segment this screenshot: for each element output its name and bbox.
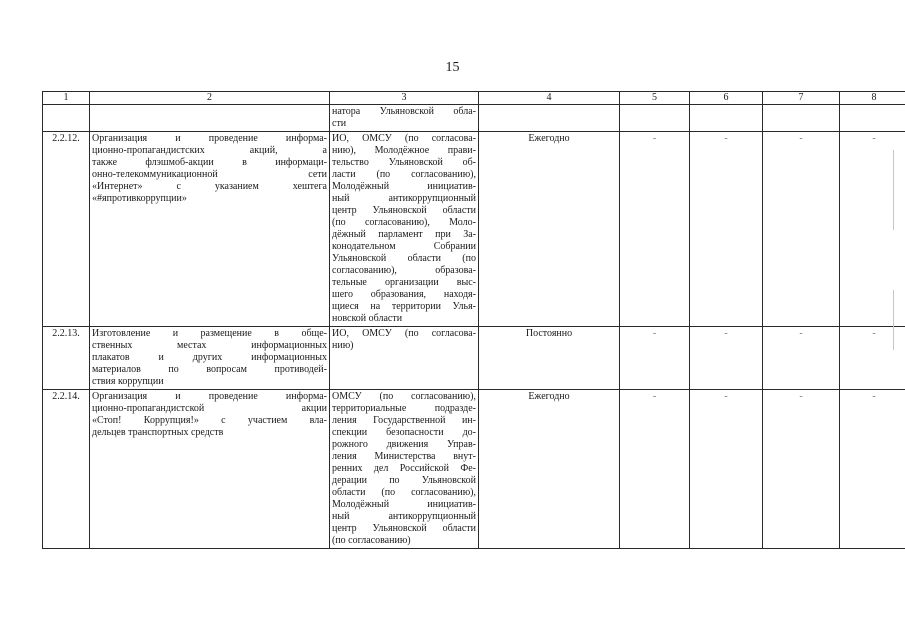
text-line: новской области bbox=[332, 313, 403, 324]
text-line: Ульяновской области (по bbox=[332, 253, 476, 264]
funding-cell: - bbox=[763, 132, 840, 327]
text-line: ления Государственной ин- bbox=[332, 415, 476, 426]
text-line: «Стоп! Коррупция!» с участием вла- bbox=[92, 415, 327, 426]
event-cell bbox=[90, 327, 330, 390]
column-header: 3 bbox=[330, 92, 479, 105]
text-line: ласти (по согласованию), bbox=[332, 169, 476, 180]
text-line: нию), Молодёжное прави- bbox=[332, 145, 476, 156]
funding-cell: - bbox=[620, 327, 690, 390]
event-cell bbox=[90, 132, 330, 327]
text-line: ционно-пропагандистских акций, а bbox=[92, 145, 327, 156]
table-row bbox=[43, 390, 905, 549]
text-line: дерации по Ульяновской bbox=[332, 475, 476, 486]
column-header: 1 bbox=[43, 92, 90, 105]
text-line: Организация и проведение информа- bbox=[92, 133, 327, 144]
scan-margin-mark bbox=[893, 290, 894, 350]
text-line: согласованию), образова- bbox=[332, 265, 476, 276]
text-line: плакатов и других информационных bbox=[92, 352, 327, 363]
cell bbox=[763, 105, 840, 132]
term-cell: Ежегодно bbox=[479, 132, 620, 327]
table-row bbox=[43, 327, 905, 390]
text-line: рожного движения Управ- bbox=[332, 439, 476, 450]
text-line: Изготовление и размещение в обще- bbox=[92, 328, 327, 339]
executors-cell bbox=[330, 390, 479, 549]
term-cell: Постоянно bbox=[479, 327, 620, 390]
item-number: 2.2.13. bbox=[43, 327, 90, 390]
funding-cell: - bbox=[620, 132, 690, 327]
column-header: 5 bbox=[620, 92, 690, 105]
text-line: «Интернет» с указанием хештега bbox=[92, 181, 327, 192]
text-line: ИО, ОМСУ (по согласова- bbox=[332, 133, 476, 144]
column-header: 8 bbox=[840, 92, 905, 105]
text-line: ный антикоррупционный bbox=[332, 193, 476, 204]
text-line: тельные организации выс- bbox=[332, 277, 476, 288]
table-row bbox=[43, 132, 905, 327]
cell bbox=[840, 105, 905, 132]
text-line: сти bbox=[332, 118, 347, 129]
text-line: Молодёжный инициатив- bbox=[332, 499, 476, 510]
column-header: 2 bbox=[90, 92, 330, 105]
text-line: центр Ульяновской области bbox=[332, 205, 476, 216]
text-line: (по согласованию) bbox=[332, 535, 411, 546]
term-cell: Ежегодно bbox=[479, 390, 620, 549]
text-line: натора Ульяновской обла- bbox=[332, 106, 476, 117]
funding-cell: - bbox=[840, 132, 905, 327]
cell bbox=[690, 105, 763, 132]
text-line: территориальные подразде- bbox=[332, 403, 476, 414]
funding-cell: - bbox=[763, 390, 840, 549]
text-line: ления Министерства внут- bbox=[332, 451, 476, 462]
funding-cell: - bbox=[763, 327, 840, 390]
text-line: ционно-пропагандистской акции bbox=[92, 403, 327, 414]
funding-cell: - bbox=[840, 390, 905, 549]
cell bbox=[620, 105, 690, 132]
executors-cell bbox=[330, 105, 479, 132]
text-line: дёжный парламент при За- bbox=[332, 229, 476, 240]
number-cell bbox=[43, 105, 90, 132]
column-header: 4 bbox=[479, 92, 620, 105]
text-line: ственных местах информационных bbox=[92, 340, 327, 351]
text-line: (по согласованию), Моло- bbox=[332, 217, 476, 228]
term-cell bbox=[479, 105, 620, 132]
text-line: ИО, ОМСУ (по согласова- bbox=[332, 328, 476, 339]
text-line: области (по согласованию), bbox=[332, 487, 476, 498]
text-line: также флэшмоб-акции в информаци- bbox=[92, 157, 327, 168]
text-line: нию) bbox=[332, 340, 354, 351]
event-cell bbox=[90, 105, 330, 132]
text-line: спекции безопасности до- bbox=[332, 427, 476, 438]
text-line: Организация и проведение информа- bbox=[92, 391, 327, 402]
funding-cell: - bbox=[690, 132, 763, 327]
text-line: онно-телекоммуникационной сети bbox=[92, 169, 327, 180]
text-line: тельство Ульяновской об- bbox=[332, 157, 476, 168]
text-line: Молодёжный инициатив- bbox=[332, 181, 476, 192]
item-number: 2.2.12. bbox=[43, 132, 90, 327]
column-header: 6 bbox=[690, 92, 763, 105]
text-line: дельцев транспортных средств bbox=[92, 427, 224, 438]
text-line: щиеся на территории Улья- bbox=[332, 301, 476, 312]
scan-margin-mark bbox=[893, 150, 894, 230]
measures-table bbox=[42, 91, 905, 549]
item-number: 2.2.14. bbox=[43, 390, 90, 549]
funding-cell: - bbox=[690, 327, 763, 390]
text-line: ОМСУ (по согласованию), bbox=[332, 391, 476, 402]
funding-cell: - bbox=[690, 390, 763, 549]
text-line: центр Ульяновской области bbox=[332, 523, 476, 534]
text-line: «#япротивкоррупции» bbox=[92, 193, 187, 204]
text-line: материалов по вопросам противодей- bbox=[92, 364, 327, 375]
column-numbers-row bbox=[43, 92, 905, 105]
continuation-row bbox=[43, 105, 905, 132]
text-line: ный антикоррупционный bbox=[332, 511, 476, 522]
funding-cell: - bbox=[840, 327, 905, 390]
text-line: шего образования, находя- bbox=[332, 289, 476, 300]
executors-cell bbox=[330, 327, 479, 390]
event-cell bbox=[90, 390, 330, 549]
page-number: 15 bbox=[445, 60, 460, 75]
funding-cell: - bbox=[620, 390, 690, 549]
executors-cell bbox=[330, 132, 479, 327]
column-header: 7 bbox=[763, 92, 840, 105]
text-line: ренних дел Российской Фе- bbox=[332, 463, 476, 474]
text-line: ствия коррупции bbox=[92, 376, 164, 387]
text-line: конодательном Собрании bbox=[332, 241, 476, 252]
